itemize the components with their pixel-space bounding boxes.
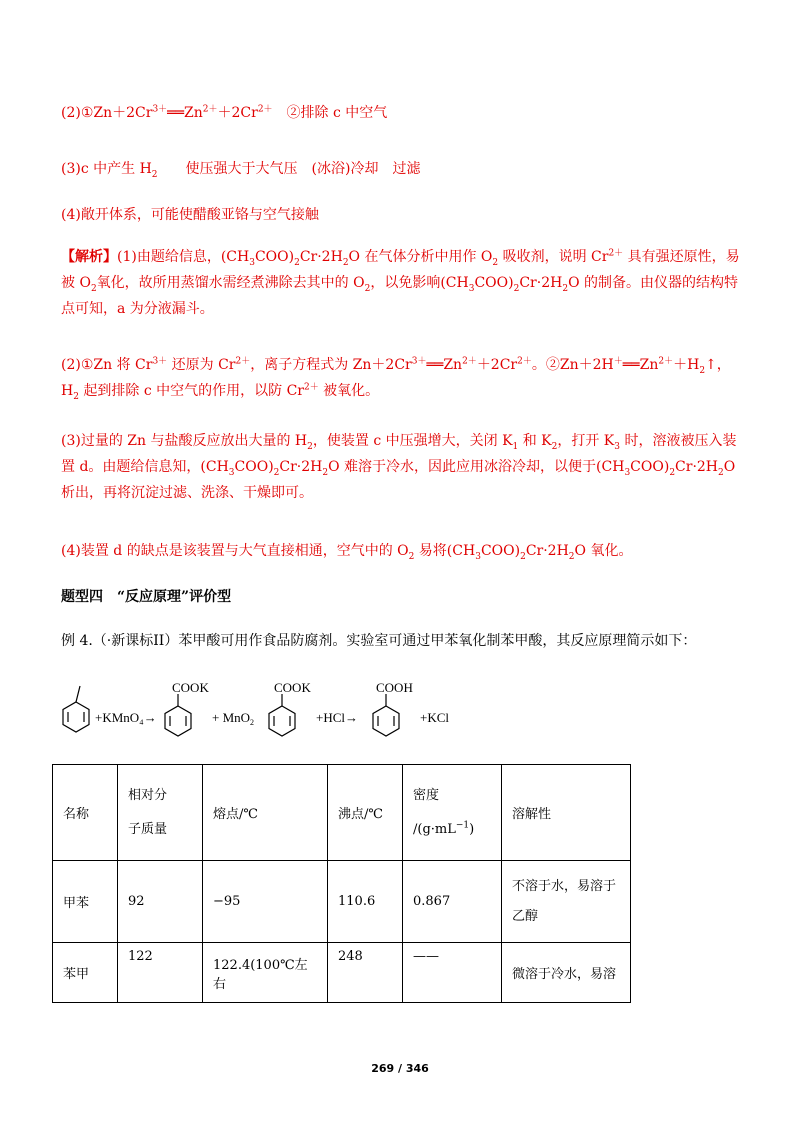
sub: 3: [468, 283, 475, 294]
cell-melting-point: 122.4(100℃左右: [203, 943, 328, 1003]
text: COO): [474, 275, 514, 291]
cell-boiling-point: 248: [328, 943, 403, 1003]
sub: 2: [513, 283, 520, 294]
text: 具有强还原性，易被 O: [61, 249, 740, 291]
potassium-benzoate-structure: [165, 694, 191, 736]
cell-line: 不溶于水，易溶于: [512, 878, 617, 894]
sub: 2: [568, 551, 575, 562]
sub: 3: [475, 551, 481, 562]
example-text: 例 4.（·新课标II）苯甲酸可用作食品防腐剂。实验室可通过甲苯氧化制苯甲酸，其反应原理简示如下：: [61, 633, 697, 649]
sup: 2＋: [462, 356, 477, 367]
text: 时，溶液被压入装置 d。由题给信息知，(CH: [61, 433, 737, 475]
header-line: 相对分: [128, 787, 168, 803]
scheme-text-3: +HCl→: [316, 710, 359, 725]
text: O 难溶于冷水，因此应用冰浴冷却，以便于(CH: [328, 459, 625, 475]
header-boiling-point: 沸点/℃: [328, 765, 403, 861]
table-row: [53, 861, 631, 943]
text: O 在气体分析中用作 O: [348, 249, 493, 265]
group-label-3: COOH: [376, 680, 413, 695]
sup: 3＋: [152, 104, 168, 115]
text: 氧化，故所用蒸馏水需经煮沸除去其中的 O: [96, 275, 365, 291]
section-title: 题型四 “反应原理”评价型: [61, 589, 232, 605]
sup: 2＋: [658, 356, 674, 367]
answer-3-text: (3)c 中产生 H: [61, 161, 152, 177]
text: COO): [234, 459, 274, 475]
scheme-text-4: +KCl: [420, 710, 450, 725]
text: ＋H: [673, 357, 700, 373]
sub: 2: [699, 365, 706, 376]
header-density: [403, 765, 502, 861]
text: (3)过量的 Zn 与盐酸反应放出大量的 H: [61, 433, 308, 449]
cell-solubility: 微溶于冷水，易溶: [502, 943, 631, 1003]
sub: 2: [492, 257, 499, 268]
cell-line: 乙醇: [512, 908, 539, 924]
text: Cr·2H: [675, 459, 719, 475]
sub: 2: [520, 551, 526, 562]
text: ↑，H: [61, 357, 731, 399]
header-line: ): [469, 821, 475, 837]
sub: 2: [307, 441, 313, 452]
text: ，离子方程式为 Zn＋2Cr: [250, 357, 412, 373]
answer-3-text: 使压强大于大气压 (冰浴)冷却 过滤: [157, 161, 421, 177]
sub: 2: [151, 169, 158, 180]
text: ══Zn: [426, 357, 463, 373]
cell-solubility: [502, 861, 631, 943]
header-melting-point: 熔点/℃: [203, 765, 328, 861]
text: 起到排除 c 中空气的作用，以防 Cr: [78, 383, 304, 399]
sup: 2＋: [517, 356, 532, 367]
answer-2-text: (2)①Zn＋2Cr: [61, 105, 153, 121]
text: ，打开 K: [557, 433, 615, 449]
sub: 2: [342, 257, 349, 268]
sup: 3＋: [411, 356, 427, 367]
answer-4: (4)敞开体系，可能使醋酸亚铬与空气接触: [61, 207, 319, 223]
cell-melting-point: −95: [203, 861, 328, 943]
analysis-label: 【解析】: [61, 249, 117, 265]
analysis-paragraph-1: [61, 244, 741, 322]
header-name: 名称: [53, 765, 118, 861]
header-line: /(g·mL: [413, 821, 456, 837]
text: ，以免影响(CH: [370, 275, 469, 291]
text: O 析出，再将沉淀过滤、洗涤、干燥即可。: [61, 459, 736, 501]
text: 被氧化。: [318, 383, 380, 399]
text: (2)①Zn 将 Cr: [61, 357, 153, 373]
answer-2-text: ②排除 c 中空气: [272, 105, 388, 121]
benzoic-acid-structure: [373, 694, 399, 736]
text: COO): [630, 459, 670, 475]
text: COO): [254, 249, 295, 265]
potassium-benzoate-structure: [269, 694, 295, 736]
text: ，使装置 c 中压强增大，关闭 K: [312, 433, 513, 449]
text: Cr·2H: [519, 275, 563, 291]
header-molar-mass: [118, 765, 203, 861]
answer-2-text: ＋2Cr: [217, 105, 258, 121]
sub: 2: [90, 283, 97, 294]
sub: 2: [408, 551, 415, 562]
text: Cr·2H: [299, 249, 343, 265]
scheme-text-1: +KMnO₄→: [95, 710, 157, 725]
group-label-2: COOK: [274, 680, 311, 695]
header-solubility: 溶解性: [502, 765, 631, 861]
cell-density: ——: [403, 943, 502, 1003]
text: (1)由题给信息，(CH: [117, 249, 250, 265]
cell-molar-mass: 92: [118, 861, 203, 943]
sup: 2＋: [257, 104, 273, 115]
header-line: 子质量: [128, 821, 168, 837]
answer-3: [61, 158, 420, 178]
sup: 2＋: [304, 382, 319, 393]
cell-boiling-point: 110.6: [328, 861, 403, 943]
text: 和 K: [518, 433, 552, 449]
group-label-1: COOK: [172, 680, 209, 695]
sub: 2: [718, 467, 724, 478]
answer-2-text: ══Zn: [167, 105, 203, 121]
sub: 2: [551, 441, 558, 452]
sub: 2: [669, 467, 676, 478]
sup: 3＋: [152, 356, 168, 367]
text: Cr·2H: [525, 543, 569, 559]
sub: 2: [73, 391, 79, 402]
reaction-scheme: [60, 676, 480, 748]
sup: 2＋: [235, 356, 251, 367]
sup: ＋: [613, 356, 623, 367]
header-line: 密度: [413, 787, 440, 803]
text: ＋2Cr: [476, 357, 518, 373]
sup: 2＋: [202, 104, 218, 115]
sub: 1: [512, 441, 519, 452]
cell-name: 甲苯: [53, 861, 118, 943]
analysis-paragraph-2: [61, 352, 741, 404]
cell-molar-mass: 122: [118, 943, 203, 1003]
text: (4)装置 d 的缺点是该装置与大气直接相通，空气中的 O: [61, 543, 409, 559]
answer-2: [61, 102, 387, 122]
text: O 氧化。: [574, 543, 633, 559]
analysis-paragraph-3: [61, 428, 741, 506]
sub: 2: [322, 467, 329, 478]
table-row: [53, 943, 631, 1003]
page-number: 269 / 346: [371, 1062, 429, 1075]
text: 吸收剂，说明 Cr: [498, 249, 609, 265]
text: 易将(CH: [414, 543, 476, 559]
text: ══Zn: [622, 357, 659, 373]
sub: 2: [562, 283, 569, 294]
cell-name: 苯甲: [53, 943, 118, 1003]
sup: 2＋: [608, 248, 624, 259]
sub: 3: [624, 467, 631, 478]
text: COO): [480, 543, 521, 559]
table-header-row: [53, 765, 631, 861]
sup: −1: [455, 820, 470, 831]
sub: 2: [364, 283, 371, 294]
analysis-paragraph-4: [61, 538, 741, 564]
properties-table: [52, 764, 631, 1003]
sub: 2: [273, 467, 280, 478]
cell-density: 0.867: [403, 861, 502, 943]
sub: 3: [614, 441, 621, 452]
scheme-text-2: + MnO$_2$: [212, 710, 255, 727]
sub: 3: [228, 467, 235, 478]
sub: 3: [249, 257, 255, 268]
text: 。②Zn＋2H: [531, 357, 614, 373]
sub: 2: [294, 257, 300, 268]
text: 还原为 Cr: [167, 357, 236, 373]
toluene-structure: [63, 686, 89, 732]
text: Cr·2H: [279, 459, 323, 475]
text: O 的制备。由仪器的结构特点可知，a 为分液漏斗。: [61, 275, 738, 317]
